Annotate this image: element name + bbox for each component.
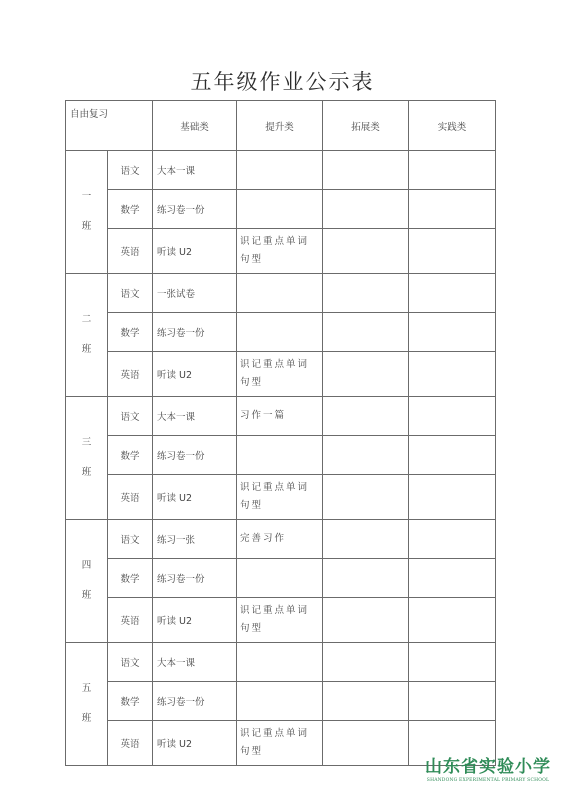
basic-cell: 练习卷一份 [153, 190, 237, 229]
extend-cell [323, 229, 409, 274]
table-row [66, 682, 496, 721]
page-title: 五年级作业公示表 [190, 70, 375, 94]
subject-cell: 数学 [108, 190, 153, 229]
practice-cell [409, 274, 496, 313]
practice-cell [409, 520, 496, 559]
practice-cell [409, 229, 496, 274]
class-label-char: 一 [81, 191, 92, 202]
improve-cell [237, 313, 323, 352]
column-header-improve: 提升类 [237, 101, 323, 151]
basic-cell: 听读 U2 [153, 229, 237, 274]
improve-cell: 完善习作 [237, 520, 323, 559]
extend-cell [323, 190, 409, 229]
extend-cell [323, 559, 409, 598]
extend-cell [323, 151, 409, 190]
basic-cell: 听读 U2 [153, 598, 237, 643]
practice-cell [409, 475, 496, 520]
basic-cell: 听读 U2 [153, 721, 237, 766]
subject-cell: 英语 [108, 598, 153, 643]
column-header-extend: 拓展类 [323, 101, 409, 151]
table-row [66, 475, 496, 520]
practice-cell [409, 190, 496, 229]
extend-cell [323, 313, 409, 352]
class-label-char: 班 [81, 590, 92, 601]
extend-cell [323, 682, 409, 721]
basic-cell: 一张试卷 [153, 274, 237, 313]
basic-cell: 大本一课 [153, 151, 237, 190]
basic-cell: 大本一课 [153, 397, 237, 436]
practice-cell [409, 151, 496, 190]
improve-cell [237, 274, 323, 313]
table-row [66, 436, 496, 475]
table-header-row [66, 101, 496, 151]
basic-cell: 练习卷一份 [153, 436, 237, 475]
class-label [66, 274, 108, 397]
school-name-english: SHANDONG EXPERIMENTAL PRIMARY SCHOOL [426, 778, 550, 783]
basic-cell: 练习卷一份 [153, 313, 237, 352]
subject-cell: 数学 [108, 559, 153, 598]
improve-cell [237, 436, 323, 475]
practice-cell [409, 682, 496, 721]
practice-cell [409, 643, 496, 682]
class-label-char: 班 [81, 467, 92, 478]
basic-cell: 大本一课 [153, 643, 237, 682]
basic-cell: 练习卷一份 [153, 559, 237, 598]
table-row [66, 274, 496, 313]
subject-cell: 语文 [108, 274, 153, 313]
improve-cell [237, 151, 323, 190]
table-row [66, 190, 496, 229]
table-row [66, 520, 496, 559]
class-label [66, 520, 108, 643]
extend-cell [323, 598, 409, 643]
subject-cell: 语文 [108, 643, 153, 682]
improve-cell [237, 559, 323, 598]
subject-cell: 英语 [108, 721, 153, 766]
basic-cell: 练习卷一份 [153, 682, 237, 721]
extend-cell [323, 475, 409, 520]
class-label-char: 班 [81, 713, 92, 724]
table-row [66, 397, 496, 436]
subject-cell: 数学 [108, 682, 153, 721]
improve-cell [237, 190, 323, 229]
improve-cell [237, 682, 323, 721]
class-label-char: 二 [81, 314, 92, 325]
improve-cell: 识记重点单词句型 [237, 229, 323, 274]
extend-cell [323, 721, 409, 766]
table-row [66, 352, 496, 397]
class-label [66, 643, 108, 766]
class-label-char: 三 [81, 437, 92, 448]
subject-cell: 语文 [108, 520, 153, 559]
practice-cell [409, 598, 496, 643]
extend-cell [323, 436, 409, 475]
subject-cell: 英语 [108, 229, 153, 274]
subject-cell: 英语 [108, 352, 153, 397]
subject-cell: 数学 [108, 436, 153, 475]
subject-cell: 英语 [108, 475, 153, 520]
extend-cell [323, 352, 409, 397]
column-header-practice: 实践类 [409, 101, 496, 151]
school-name: 山东省实验小学 [425, 757, 551, 777]
homework-table [65, 100, 496, 766]
improve-cell: 识记重点单词句型 [237, 598, 323, 643]
table-row [66, 151, 496, 190]
practice-cell [409, 436, 496, 475]
table-row [66, 643, 496, 682]
class-label-char: 班 [81, 344, 92, 355]
table-row [66, 559, 496, 598]
extend-cell [323, 643, 409, 682]
class-label [66, 151, 108, 274]
practice-cell [409, 559, 496, 598]
class-label [66, 397, 108, 520]
improve-cell: 识记重点单词句型 [237, 475, 323, 520]
basic-cell: 练习一张 [153, 520, 237, 559]
improve-cell: 识记重点单词句型 [237, 721, 323, 766]
extend-cell [323, 397, 409, 436]
improve-cell [237, 643, 323, 682]
practice-cell [409, 397, 496, 436]
basic-cell: 听读 U2 [153, 352, 237, 397]
improve-cell: 识记重点单词句型 [237, 352, 323, 397]
class-label-char: 四 [81, 560, 92, 571]
class-label-char: 班 [81, 221, 92, 232]
class-label-char: 五 [81, 683, 92, 694]
practice-cell [409, 352, 496, 397]
corner-label: 自由复习 [66, 101, 153, 151]
table-row [66, 229, 496, 274]
table-row [66, 313, 496, 352]
basic-cell: 听读 U2 [153, 475, 237, 520]
subject-cell: 语文 [108, 151, 153, 190]
column-header-basic: 基础类 [153, 101, 237, 151]
subject-cell: 数学 [108, 313, 153, 352]
practice-cell [409, 313, 496, 352]
extend-cell [323, 520, 409, 559]
school-logo [425, 752, 551, 783]
subject-cell: 语文 [108, 397, 153, 436]
improve-cell: 习作一篇 [237, 397, 323, 436]
extend-cell [323, 274, 409, 313]
table-row [66, 598, 496, 643]
